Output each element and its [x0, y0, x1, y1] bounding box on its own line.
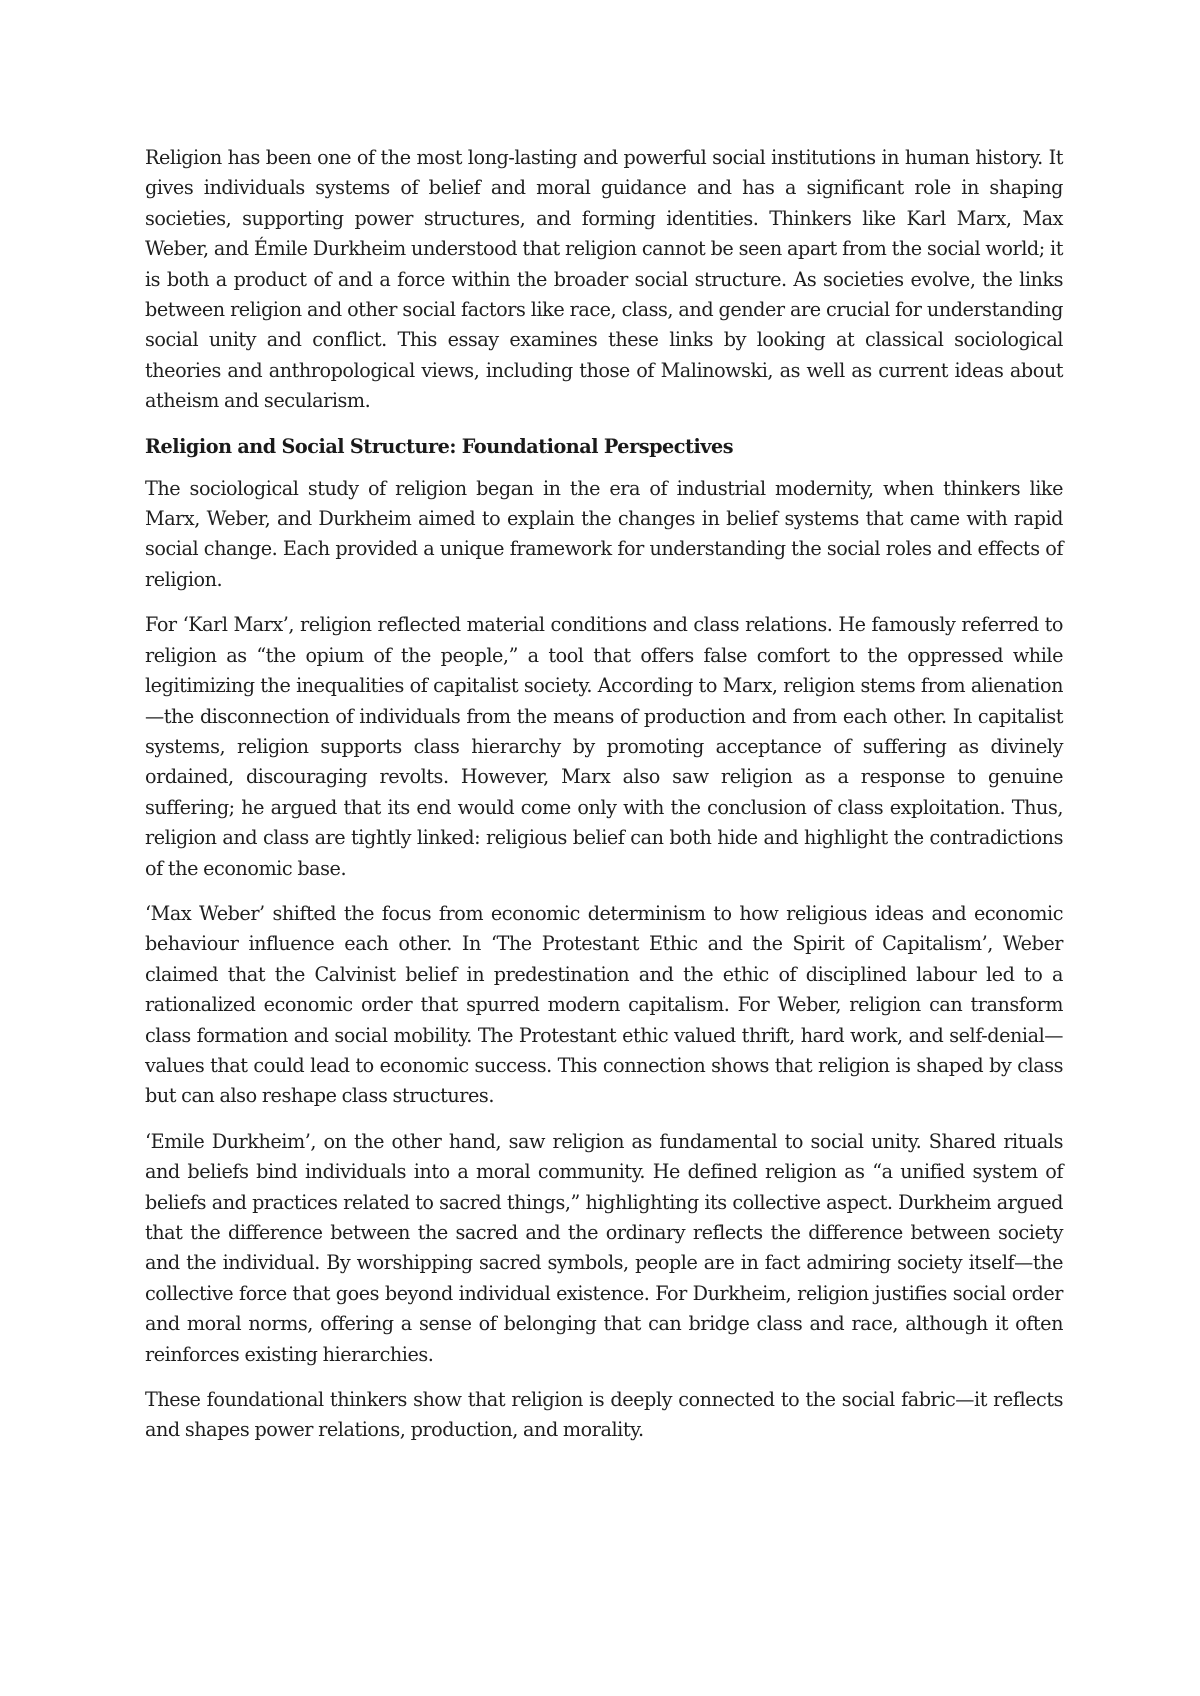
intro-paragraph: Religion has been one of the most long-lasting and powerful social institutions in human history. It gives individuals systems of belief and moral guidance and has a significant role in shaping societies, supporting power structures, and forming identities. Thinkers like Karl Marx, Max Weber, and Émile Durkheim understood that religion cannot be seen apart from the social world; it is both a product of and a force within the broader social structure. As societies evolve, the links between religion and other social factors like race, class, and gender are crucial for understanding social unity and conflict. This essay examines these links by looking at classical sociological theories and anthropological views, including those of Malinowski, as well as current ideas about atheism and secularism. [145, 146, 1063, 413]
section-paragraph-weber: ‘Max Weber’ shifted the focus from economic determinism to how religious ideas and economic behaviour influence each other. In ‘The Protestant Ethic and the Spirit of Capitalism’, Weber claimed that the Calvinist belief in predestination and the ethic of disciplined labour led to a rationalized economic order that spurred modern capitalism. For Weber, religion can transform class formation and social mobility. The Protestant ethic valued thrift, hard work, and self-denial—values that could lead to economic success. This connection shows that religion is shaped by class but can also reshape class structures. [145, 901, 1063, 1108]
section-heading: Religion and Social Structure: Foundational Perspectives [145, 434, 734, 458]
section-paragraph-durkheim: ‘Emile Durkheim’, on the other hand, saw religion as fundamental to social unity. Shared rituals and beliefs bind individuals into a moral community. He defined religion as “a unified system of beliefs and practices related to sacred things,” highlighting its collective aspect. Durkheim argued that the difference between the sacred and the ordinary reflects the difference between society and the individual. By worshipping sacred symbols, people are in fact admiring society itself—the collective force that goes beyond individual existence. For Durkheim, religion justifies social order and moral norms, offering a sense of belonging that can bridge class and race, although it often reinforces existing hierarchies. [145, 1129, 1063, 1366]
section-paragraph-marx: For ‘Karl Marx’, religion reflected material conditions and class relations. He famously referred to religion as “the opium of the people,” a tool that offers false comfort to the oppressed while legitimizing the inequalities of capitalist society. According to Marx, religion stems from alienation—the disconnection of individuals from the means of production and from each other. In capitalist systems, religion supports class hierarchy by promoting acceptance of suffering as divinely ordained, discouraging revolts. However, Marx also saw religion as a response to genuine suffering; he argued that its end would come only with the conclusion of class exploitation. Thus, religion and class are tightly linked: religious belief can both hide and highlight the contradictions of the economic base. [145, 613, 1063, 880]
document-body [145, 143, 1063, 1461]
section-paragraph-conclusion: These foundational thinkers show that religion is deeply connected to the social fabric—it reflects and shapes power relations, production, and morality. [145, 1388, 1063, 1442]
section-paragraph-1: The sociological study of religion began in the era of industrial modernity, when thinkers like Marx, Weber, and Durkheim aimed to explain the changes in belief systems that came with rapid social change. Each provided a unique framework for understanding the social roles and effects of religion. [145, 476, 1063, 591]
